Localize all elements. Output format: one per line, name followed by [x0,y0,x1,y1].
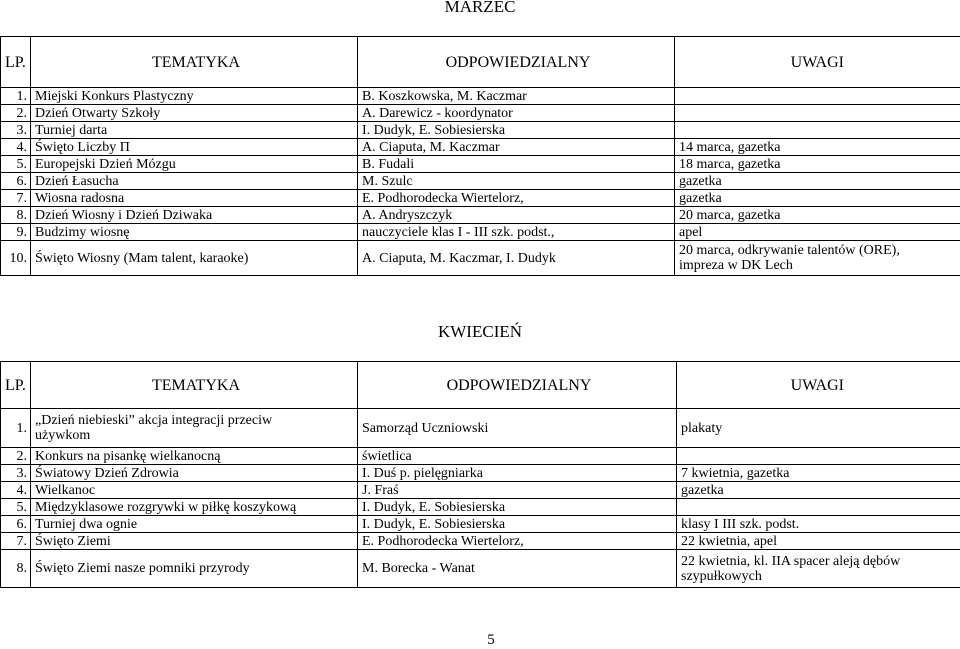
header-responsible: ODPOWIEDZIALNY [358,362,677,409]
row-notes: gazetka [675,173,960,190]
row-responsible: I. Duś p. pielęgniarka [358,465,677,482]
row-topic: Święto Wiosny (Mam talent, karaoke) [31,241,358,276]
row-notes: 20 marca, gazetka [675,207,960,224]
march-title: MARZEC [0,0,960,17]
row-notes: 14 marca, gazetka [675,139,960,156]
header-notes: UWAGI [675,37,960,88]
row-notes: gazetka [677,482,960,499]
row-lp: 6. [1,516,31,533]
table-row [1,499,960,516]
row-topic: Europejski Dzień Mózgu [31,156,358,173]
row-topic: Konkurs na pisankę wielkanocną [31,448,358,465]
header-lp: LP. [1,362,31,409]
row-notes: klasy I III szk. podst. [677,516,960,533]
row-responsible: I. Dudyk, E. Sobiesierska [358,122,675,139]
row-lp: 2. [1,105,31,122]
row-notes [677,448,960,465]
row-notes: 18 marca, gazetka [675,156,960,173]
row-responsible: A. Darewicz - koordynator [358,105,675,122]
header-responsible: ODPOWIEDZIALNY [358,37,675,88]
row-topic: Święto Liczby Π [31,139,358,156]
row-responsible: I. Dudyk, E. Sobiesierska [358,499,677,516]
row-lp: 1. [1,409,31,448]
header-lp: LP. [1,37,31,88]
row-lp: 1. [1,88,31,105]
april-title: KWIECIEŃ [0,322,960,342]
row-notes: plakaty [677,409,960,448]
table-row [1,139,960,156]
table-row [1,516,960,533]
row-topic: Miejski Konkurs Plastyczny [31,88,358,105]
row-notes: 7 kwietnia, gazetka [677,465,960,482]
row-lp: 5. [1,499,31,516]
row-lp: 7. [1,190,31,207]
table-row [1,122,960,139]
table-row [1,482,960,499]
row-notes [675,105,960,122]
row-responsible: M. Szulc [358,173,675,190]
table-row [1,465,960,482]
row-lp: 8. [1,207,31,224]
row-topic: Święto Ziemi [31,533,358,550]
row-lp: 4. [1,482,31,499]
row-notes [675,88,960,105]
april-header-row [1,362,960,409]
table-row [1,241,960,276]
table-row [1,173,960,190]
row-topic: Wiosna radosna [31,190,358,207]
header-topic: TEMATYKA [31,362,358,409]
row-lp: 3. [1,465,31,482]
row-responsible: E. Podhorodecka Wiertelorz, [358,533,677,550]
table-row [1,409,960,448]
row-lp: 2. [1,448,31,465]
row-notes: 22 kwietnia, kl. IIA spacer aleją dębów szypułkowych [677,550,960,588]
row-responsible: B. Fudali [358,156,675,173]
row-notes: gazetka [675,190,960,207]
table-row [1,190,960,207]
row-notes: 22 kwietnia, apel [677,533,960,550]
row-responsible: nauczyciele klas I - III szk. podst., [358,224,675,241]
row-topic: Dzień Otwarty Szkoły [31,105,358,122]
row-responsible: I. Dudyk, E. Sobiesierska [358,516,677,533]
page-number: 5 [0,632,960,649]
row-topic: Międzyklasowe rozgrywki w piłkę koszykową [31,499,358,516]
row-topic: Światowy Dzień Zdrowia [31,465,358,482]
table-row [1,88,960,105]
row-lp: 5. [1,156,31,173]
row-topic: Turniej darta [31,122,358,139]
row-lp: 9. [1,224,31,241]
header-topic: TEMATYKA [31,37,358,88]
table-row [1,550,960,588]
row-responsible: A. Andryszczyk [358,207,675,224]
march-table [0,36,960,276]
row-lp: 8. [1,550,31,588]
row-topic: Turniej dwa ognie [31,516,358,533]
row-lp: 4. [1,139,31,156]
row-notes: apel [675,224,960,241]
row-topic: „Dzień niebieski” akcja integracji przeciw używkom [31,409,358,448]
row-responsible: świetlica [358,448,677,465]
row-lp: 6. [1,173,31,190]
row-notes [675,122,960,139]
table-row [1,156,960,173]
table-row [1,533,960,550]
table-row [1,207,960,224]
row-lp: 3. [1,122,31,139]
row-responsible: J. Fraś [358,482,677,499]
row-lp: 7. [1,533,31,550]
header-notes: UWAGI [677,362,960,409]
row-topic: Budzimy wiosnę [31,224,358,241]
row-responsible: A. Ciaputa, M. Kaczmar, I. Dudyk [358,241,675,276]
row-responsible: E. Podhorodecka Wiertelorz, [358,190,675,207]
row-topic: Dzień Łasucha [31,173,358,190]
row-notes: 20 marca, odkrywanie talentów (ORE), impreza w DK Lech [675,241,960,276]
row-topic: Święto Ziemi nasze pomniki przyrody [31,550,358,588]
row-topic: Wielkanoc [31,482,358,499]
table-row [1,448,960,465]
march-header-row [1,37,960,88]
row-responsible: A. Ciaputa, M. Kaczmar [358,139,675,156]
row-notes [677,499,960,516]
row-responsible: Samorząd Uczniowski [358,409,677,448]
table-row [1,105,960,122]
row-lp: 10. [1,241,31,276]
april-table [0,361,960,588]
table-row [1,224,960,241]
row-responsible: M. Borecka - Wanat [358,550,677,588]
row-topic: Dzień Wiosny i Dzień Dziwaka [31,207,358,224]
row-responsible: B. Koszkowska, M. Kaczmar [358,88,675,105]
